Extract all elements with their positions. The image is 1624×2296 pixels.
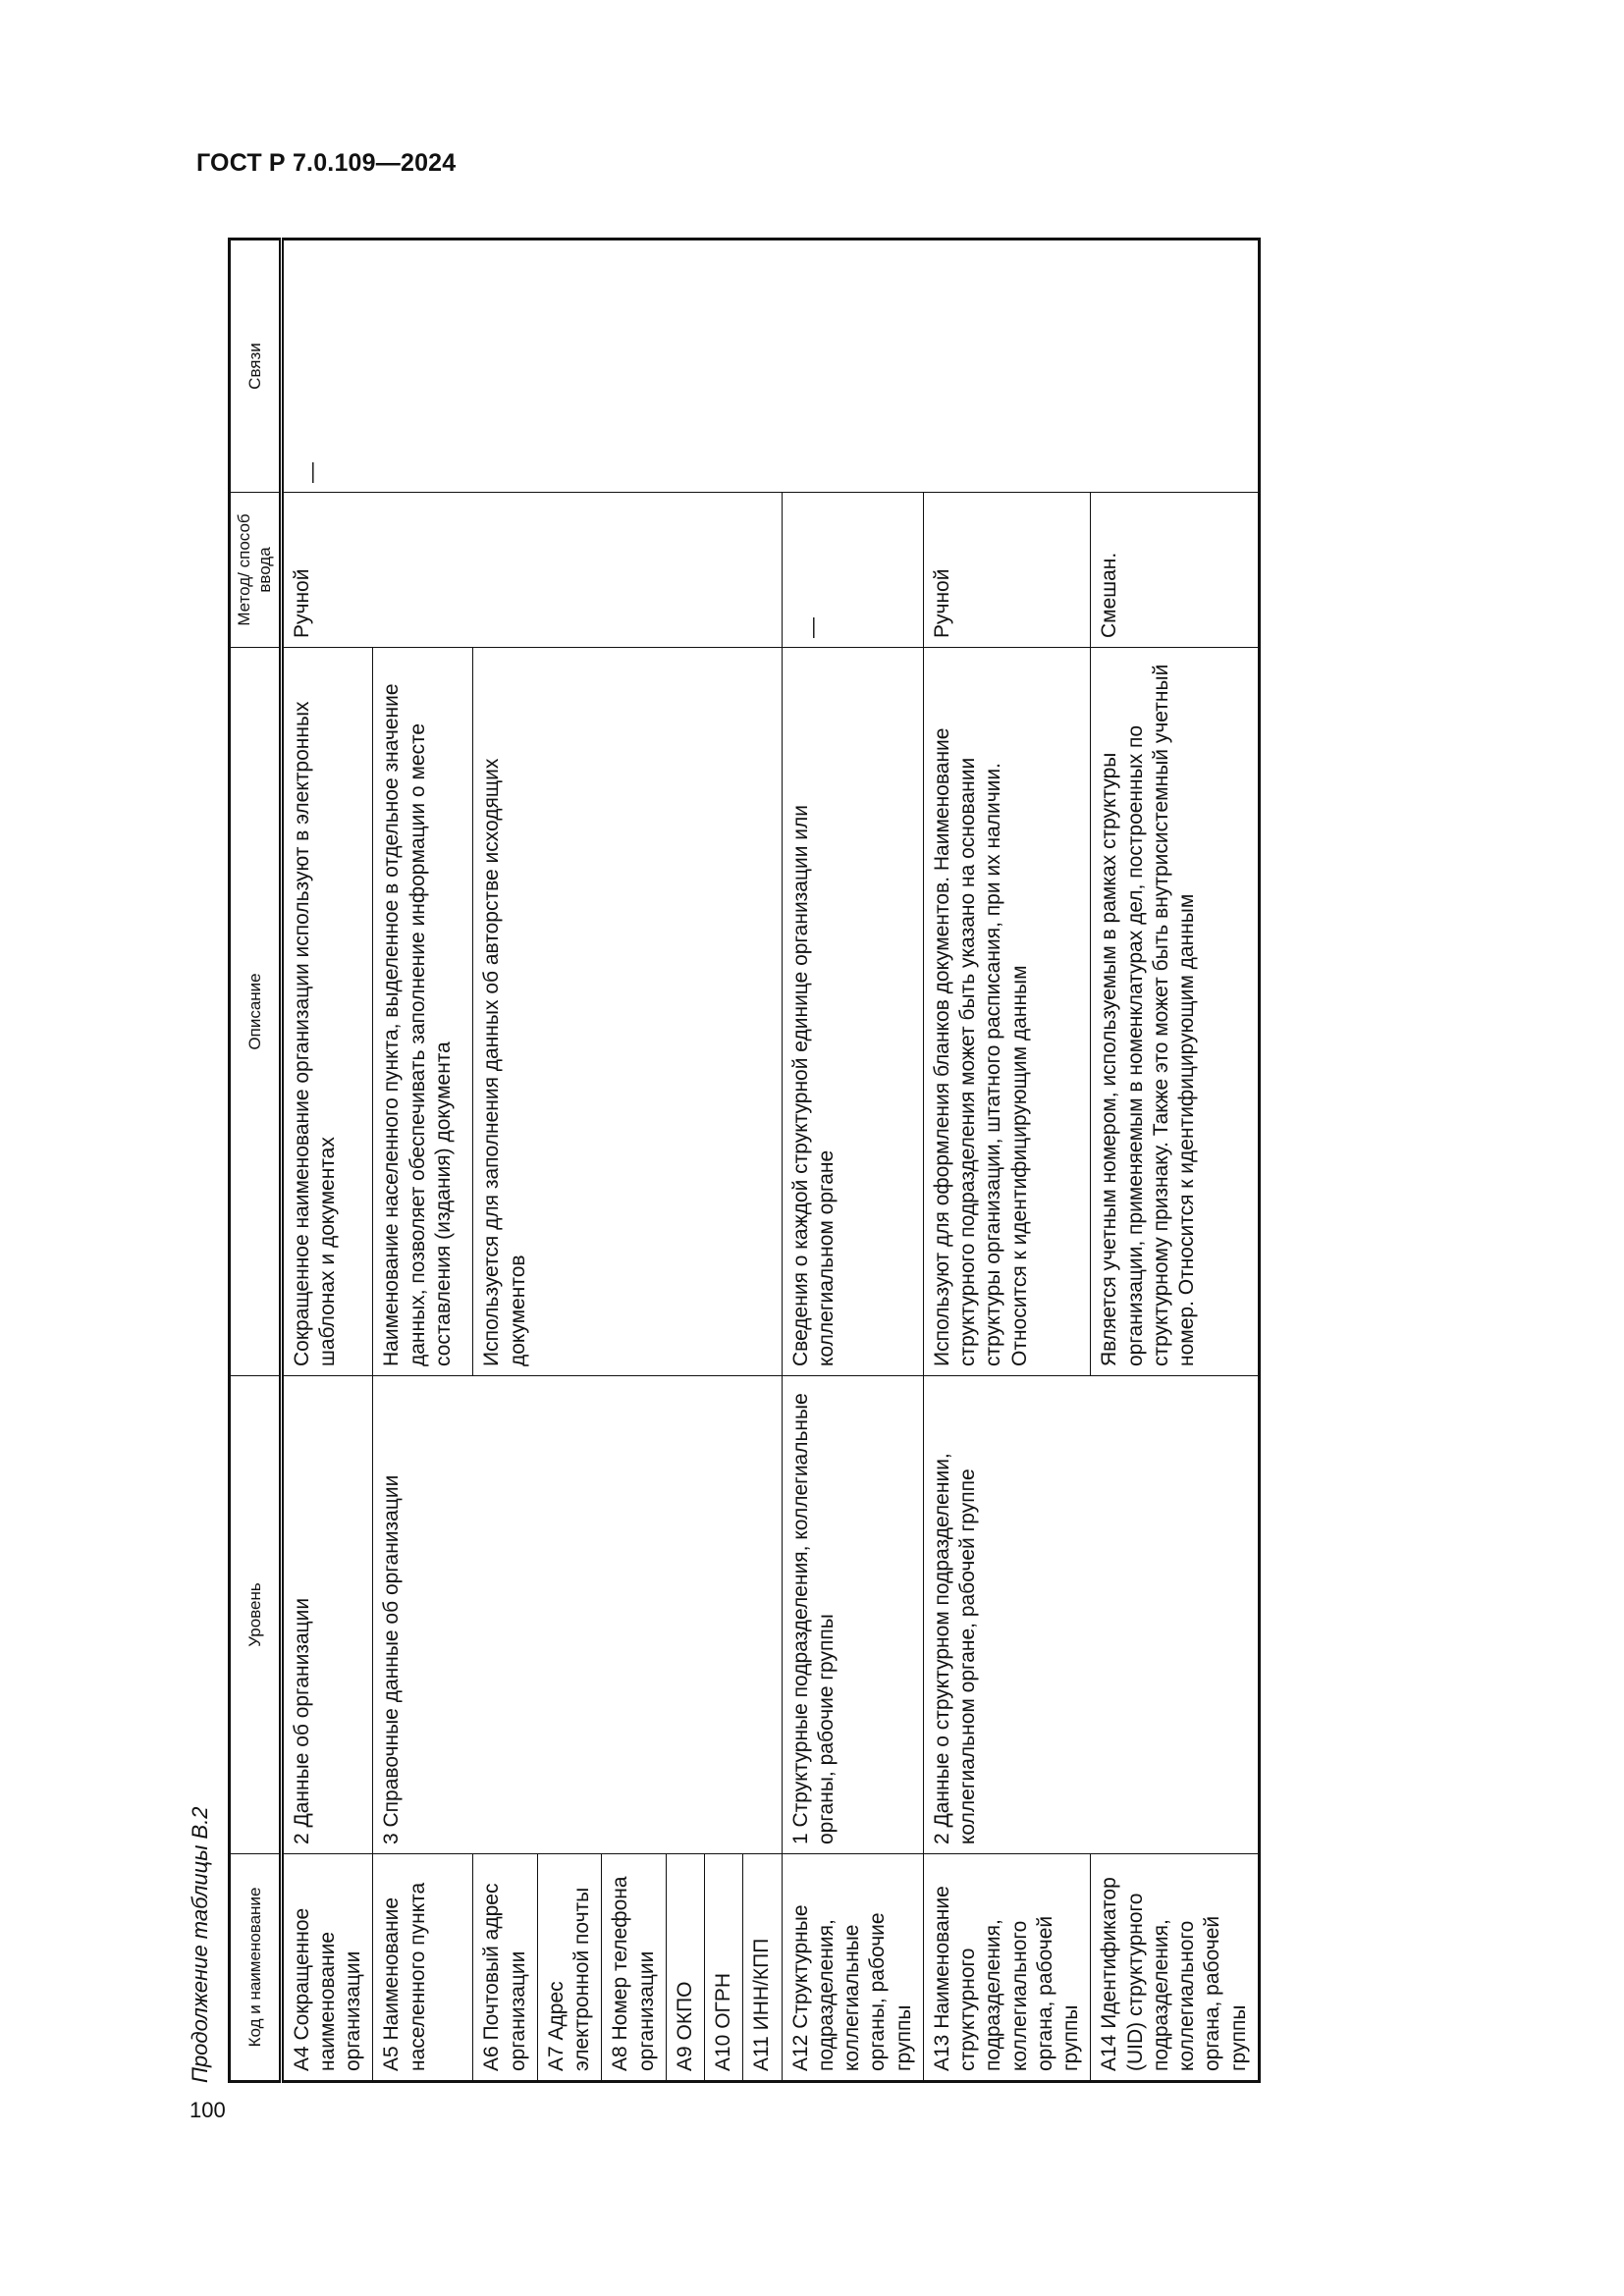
cell-code: А12 Структурные подразделения, коллегиальные органы, рабочие группы [782, 1854, 923, 2082]
cell-description-empty [537, 648, 602, 1376]
cell-level-empty [473, 1376, 538, 1854]
cell-method: — [782, 493, 923, 648]
cell-method: Ручной [281, 493, 782, 648]
cell-description-empty [705, 648, 743, 1376]
cell-description: Используют для оформления бланков документов. Наименование структурного подразделения может быть указано на основании структуры организации, штатного расписания, при их наличии. Относится к идентифицирующим данным [923, 648, 1091, 1376]
table-row [1091, 240, 1260, 2082]
cell-level-empty [602, 1376, 667, 1854]
rotated-table-block [157, 238, 1296, 2083]
cell-description-empty [666, 648, 704, 1376]
cell-code: А11 ИНН/КПП [743, 1854, 782, 2082]
cell-code: А9 ОКПО [666, 1854, 704, 2082]
cell-level: 3 Справочные данные об организации [373, 1376, 473, 1854]
document-header: ГОСТ Р 7.0.109—2024 [196, 149, 457, 177]
cell-description: Используется для заполнения данных об авторстве исходящих документов [473, 648, 538, 1376]
cell-level-empty [705, 1376, 743, 1854]
cell-method: Смешан. [1091, 493, 1260, 648]
cell-level: 2 Данные о структурном подразделении, коллегиальном органе, рабочей группе [923, 1376, 1091, 1854]
table-header-row [230, 240, 282, 2082]
col-header-method: Метод/ способ ввода [230, 493, 282, 648]
cell-level-empty [743, 1376, 782, 1854]
cell-level: 2 Данные об организации [281, 1376, 373, 1854]
cell-code: А13 Наименование структурного подразделения, коллегиального органа, рабочей группы [923, 1854, 1091, 2082]
cell-level-empty [537, 1376, 602, 1854]
cell-description: Сокращенное наименование организации используют в электронных шаблонах и документах [281, 648, 373, 1376]
cell-description: Является учетным номером, используемым в рамках структуры организации, применяемым в номенклатурах дел, построенных по структурному признаку. Также это может быть внутрисистемный учетный номер. Относится к идентифицирующим данным [1091, 648, 1260, 1376]
cell-description: Сведения о каждой структурной единице организации или коллегиальном органе [782, 648, 923, 1376]
cell-method: Ручной [923, 493, 1091, 648]
cell-code: А7 Адрес электронной почты [537, 1854, 602, 2082]
cell-description-empty [743, 648, 782, 1376]
cell-code: А10 ОГРН [705, 1854, 743, 2082]
cell-description: Наименование населенного пункта, выделенное в отдельное значение данных, позволяет обеспечивать заполнение информации о месте составления (издания) документа [373, 648, 473, 1376]
cell-level-empty [1091, 1376, 1260, 1854]
cell-code: А5 Наименование населенного пункта [373, 1854, 473, 2082]
col-header-code: Код и наименование [230, 1854, 282, 2082]
table-row [923, 240, 1091, 2082]
cell-level: 1 Структурные подразделения, коллегиальные органы, рабочие группы [782, 1376, 923, 1854]
cell-code: А14 Идентификатор (UID) структурного подразделения, коллегиального органа, рабочей группы [1091, 1854, 1260, 2082]
table-row [782, 240, 923, 2082]
data-table [228, 238, 1261, 2083]
cell-code: А6 Почтовый адрес организации [473, 1854, 538, 2082]
cell-description-empty [602, 648, 667, 1376]
table-caption: Продолжение таблицы В.2 [188, 1806, 212, 2083]
cell-code: А4 Сокращенное наименование организации [281, 1854, 373, 2082]
table-row [281, 240, 373, 2082]
col-header-links: Связи [230, 240, 282, 493]
cell-code: А8 Номер телефона организации [602, 1854, 667, 2082]
cell-links: — [281, 240, 1259, 493]
page-number: 100 [189, 2098, 226, 2122]
cell-level-empty [666, 1376, 704, 1854]
col-header-description: Описание [230, 648, 282, 1376]
col-header-level: Уровень [230, 1376, 282, 1854]
